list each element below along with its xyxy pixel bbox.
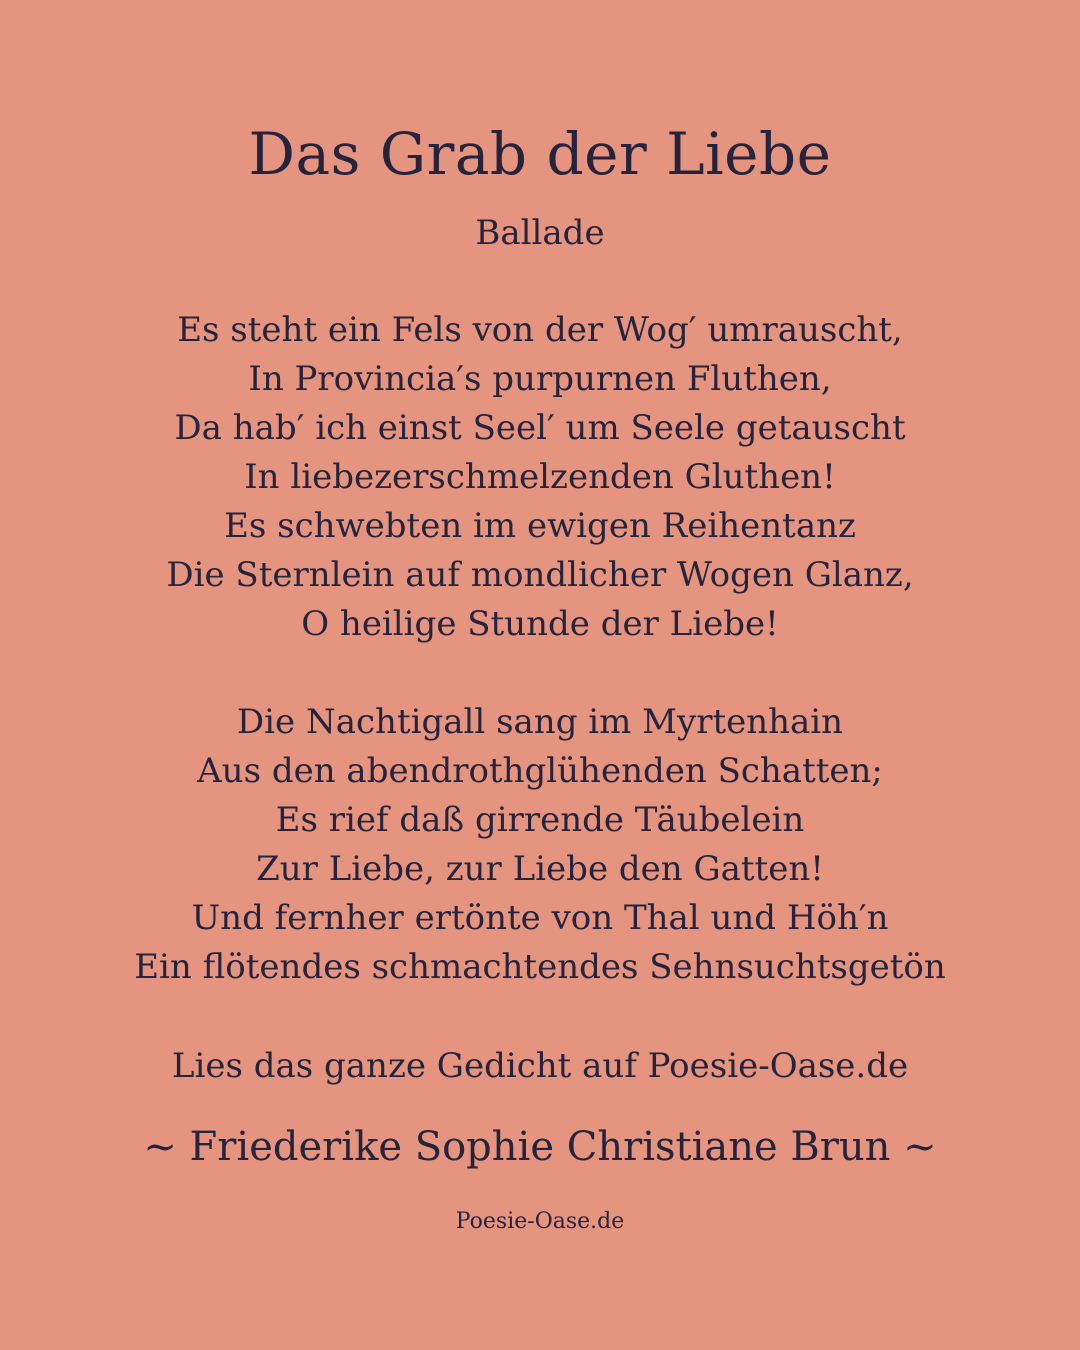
verse-line: Aus den abendrothglühenden Schatten;	[197, 751, 883, 791]
site-footer: Poesie-Oase.de	[455, 1209, 625, 1234]
verse-line: Da hab′ ich einst Seel′ um Seele getauscht	[174, 408, 906, 448]
stanza-2	[0, 698, 1080, 992]
verse-line: Die Sternlein auf mondlicher Wogen Glanz,	[166, 555, 914, 595]
verse-line: Es rief daß girrende Täubelein	[275, 800, 805, 840]
stanza-1	[0, 306, 1080, 649]
verse-line: Ein flötendes schmachtendes Sehnsuchtsgetön	[134, 947, 946, 987]
poem-subtitle: Ballade	[475, 213, 605, 253]
verse-line: Es steht ein Fels von der Wog′ umrauscht,	[177, 310, 903, 350]
poem-author: ~ Friederike Sophie Christiane Brun ~	[143, 1124, 937, 1170]
verse-line: O heilige Stunde der Liebe!	[301, 604, 779, 644]
poem-title: Das Grab der Liebe	[248, 120, 832, 188]
verse-line: In Provincia′s purpurnen Fluthen,	[248, 359, 832, 399]
verse-line: Zur Liebe, zur Liebe den Gatten!	[256, 849, 824, 889]
verse-line: In liebezerschmelzenden Gluthen!	[244, 457, 836, 497]
read-more-text: Lies das ganze Gedicht auf Poesie-Oase.de	[171, 1046, 909, 1086]
verse-line: Die Nachtigall sang im Myrtenhain	[236, 702, 844, 742]
verse-line: Und fernher ertönte von Thal und Höh′n	[191, 898, 889, 938]
verse-line: Es schwebten im ewigen Reihentanz	[224, 506, 856, 546]
